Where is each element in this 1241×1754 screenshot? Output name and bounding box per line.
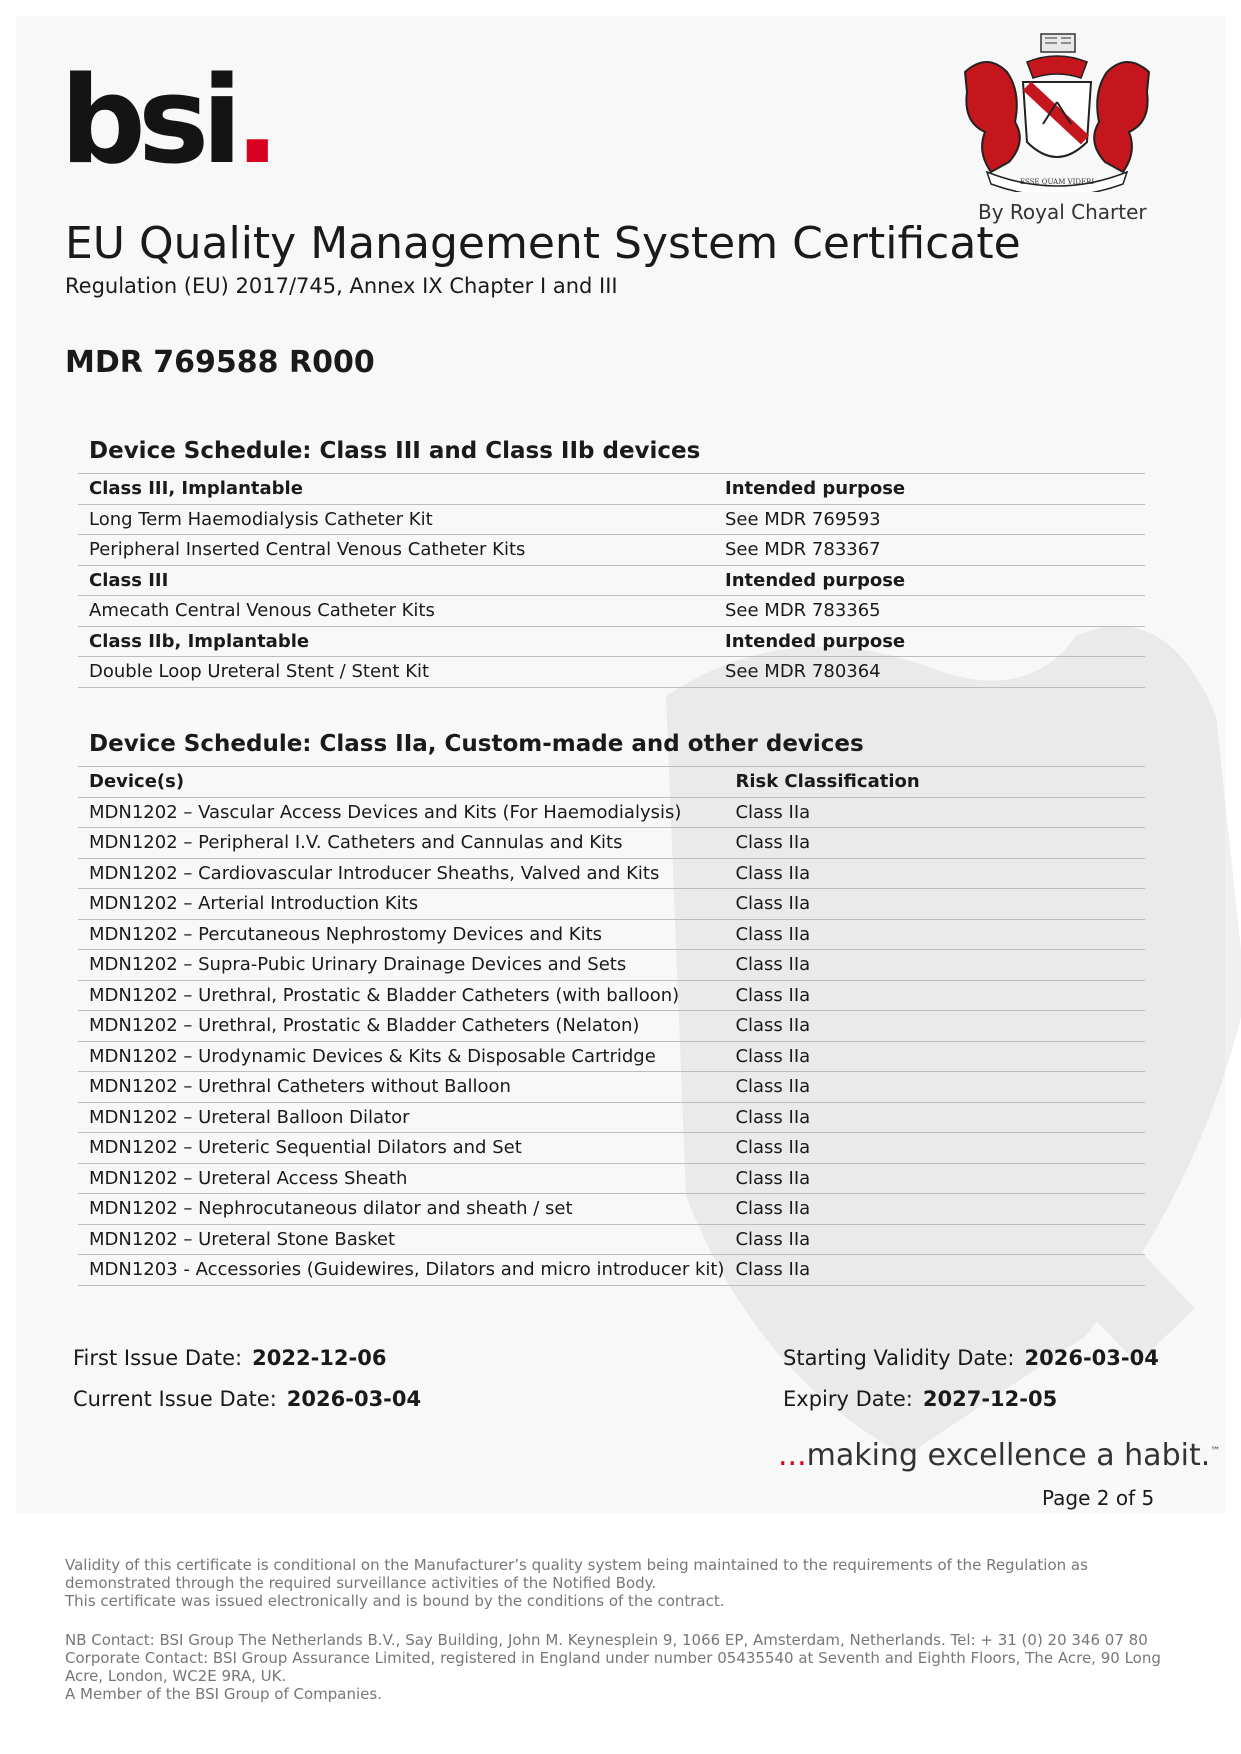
classification-cell: Class IIa — [724, 858, 1145, 889]
column-heading-cell: Risk Classification — [724, 767, 1145, 798]
table-row — [78, 1072, 1145, 1103]
column-heading-cell: Intended purpose — [714, 474, 1145, 505]
class-heading-cell: Class III — [78, 565, 714, 596]
device-name-cell: MDN1202 – Nephrocutaneous dilator and sheath / set — [78, 1194, 724, 1225]
starting-validity-label: Starting Validity Date: — [783, 1346, 1015, 1370]
first-issue-date — [73, 1346, 386, 1370]
device-name-cell: MDN1202 – Arterial Introduction Kits — [78, 889, 724, 920]
device-name-cell: MDN1202 – Ureteral Access Sheath — [78, 1163, 724, 1194]
table-row — [78, 1163, 1145, 1194]
validity-text-2: This certificate was issued electronically and is bound by the conditions of the contract. — [65, 1592, 725, 1610]
class-heading-cell: Class III, Implantable — [78, 474, 714, 505]
table-row — [78, 889, 1145, 920]
classification-cell: Class IIa — [724, 1224, 1145, 1255]
first-issue-value: 2022-12-06 — [252, 1346, 387, 1370]
class-heading-cell: Device(s) — [78, 767, 724, 798]
classification-cell: See MDR 783365 — [714, 596, 1145, 627]
current-issue-value: 2026-03-04 — [286, 1387, 422, 1411]
page-number: Page 2 of 5 — [1042, 1486, 1155, 1510]
classification-cell: Class IIa — [724, 889, 1145, 920]
expiry-label: Expiry Date: — [783, 1387, 913, 1411]
classification-cell: Class IIa — [724, 980, 1145, 1011]
table-row — [78, 535, 1145, 566]
table-row — [78, 858, 1145, 889]
device-name-cell: Amecath Central Venous Catheter Kits — [78, 596, 714, 627]
logo-dot: . — [234, 52, 281, 191]
table-row — [78, 1133, 1145, 1164]
member-text: A Member of the BSI Group of Companies. — [65, 1685, 382, 1703]
classification-cell: Class IIa — [724, 950, 1145, 981]
device-name-cell: Double Loop Ureteral Stent / Stent Kit — [78, 657, 714, 688]
corporate-contact: Corporate Contact: BSI Group Assurance Limited, registered in England under number 05435540 at Seventh and Eighth Floors, The Acre, 90 Long Acre, London, WC2E 9RA, UK. — [65, 1649, 1161, 1685]
column-heading-cell: Intended purpose — [714, 626, 1145, 657]
regulation-subtitle: Regulation (EU) 2017/745, Annex IX Chapter I and III — [65, 274, 618, 298]
page-title: EU Quality Management System Certificate — [65, 218, 1021, 269]
device-name-cell: MDN1202 – Supra-Pubic Urinary Drainage Devices and Sets — [78, 950, 724, 981]
classification-cell: Class IIa — [724, 797, 1145, 828]
table-row — [78, 980, 1145, 1011]
first-issue-label: First Issue Date: — [73, 1346, 243, 1370]
table-header-row — [78, 767, 1145, 798]
tagline — [778, 1438, 1220, 1473]
table-row — [78, 828, 1145, 859]
table-row — [78, 504, 1145, 535]
classification-cell: Class IIa — [724, 1255, 1145, 1286]
classification-cell: See MDR 769593 — [714, 504, 1145, 535]
classification-cell: Class IIa — [724, 1133, 1145, 1164]
validity-text-1: Validity of this certificate is conditional on the Manufacturer’s quality system being maintained to the requirements of the Regulation as demonstrated through the required surveillance activities of the Notified Body. — [65, 1556, 1088, 1592]
table-row — [78, 919, 1145, 950]
device-name-cell: MDN1202 – Urodynamic Devices & Kits & Disposable Cartridge — [78, 1041, 724, 1072]
certificate-number: MDR 769588 R000 — [65, 345, 375, 380]
expiry-value: 2027-12-05 — [922, 1387, 1058, 1411]
device-name-cell: MDN1202 – Cardiovascular Introducer Sheaths, Valved and Kits — [78, 858, 724, 889]
tagline-text: making excellence a habit. — [806, 1438, 1211, 1473]
bsi-logo: bsi. — [60, 52, 281, 191]
classification-cell: Class IIa — [724, 1102, 1145, 1133]
table-row — [78, 657, 1145, 688]
device-name-cell: MDN1202 – Ureteral Balloon Dilator — [78, 1102, 724, 1133]
device-name-cell: MDN1202 – Urethral Catheters without Balloon — [78, 1072, 724, 1103]
classification-cell: Class IIa — [724, 1163, 1145, 1194]
device-name-cell: MDN1202 – Percutaneous Nephrostomy Devices and Kits — [78, 919, 724, 950]
trademark-mark: ™ — [1210, 1446, 1221, 1457]
device-name-cell: MDN1202 – Urethral, Prostatic & Bladder Catheters (Nelaton) — [78, 1011, 724, 1042]
nb-contact: NB Contact: BSI Group The Netherlands B.V., Say Building, John M. Keynesplein 9, 1066 EP, Amsterdam, Netherlands. Tel: + 31 (0) 20 346 07 80 — [65, 1631, 1148, 1649]
schedule-2-title: Device Schedule: Class IIa, Custom-made and other devices — [89, 731, 864, 757]
classification-cell: See MDR 780364 — [714, 657, 1145, 688]
table-row — [78, 950, 1145, 981]
table-row — [78, 1194, 1145, 1225]
schedule-2-table — [78, 766, 1145, 1286]
royal-charter-label: By Royal Charter — [978, 200, 1147, 224]
current-issue-label: Current Issue Date: — [73, 1387, 277, 1411]
table-header-row — [78, 626, 1145, 657]
classification-cell: Class IIa — [724, 919, 1145, 950]
device-name-cell: MDN1202 – Ureteral Stone Basket — [78, 1224, 724, 1255]
starting-validity-value: 2026-03-04 — [1024, 1346, 1159, 1370]
table-header-row — [78, 565, 1145, 596]
class-heading-cell: Class IIb, Implantable — [78, 626, 714, 657]
schedule-1-table — [78, 473, 1145, 688]
device-name-cell: MDN1203 - Accessories (Guidewires, Dilators and micro introducer kit) — [78, 1255, 724, 1286]
expiry-date — [783, 1387, 1057, 1411]
table-row — [78, 797, 1145, 828]
schedule-1-title: Device Schedule: Class III and Class IIb devices — [89, 438, 701, 464]
device-name-cell: Peripheral Inserted Central Venous Catheter Kits — [78, 535, 714, 566]
table-row — [78, 1011, 1145, 1042]
tagline-dots: ... — [778, 1438, 807, 1473]
classification-cell: Class IIa — [724, 828, 1145, 859]
device-name-cell: MDN1202 – Ureteric Sequential Dilators and Set — [78, 1133, 724, 1164]
classification-cell: Class IIa — [724, 1194, 1145, 1225]
royal-crest-logo — [957, 32, 1157, 192]
column-heading-cell: Intended purpose — [714, 565, 1145, 596]
device-name-cell: Long Term Haemodialysis Catheter Kit — [78, 504, 714, 535]
device-name-cell: MDN1202 – Vascular Access Devices and Kits (For Haemodialysis) — [78, 797, 724, 828]
starting-validity-date — [783, 1346, 1159, 1370]
classification-cell: See MDR 783367 — [714, 535, 1145, 566]
table-row — [78, 1102, 1145, 1133]
table-header-row — [78, 474, 1145, 505]
table-row — [78, 1224, 1145, 1255]
classification-cell: Class IIa — [724, 1041, 1145, 1072]
validity-note — [65, 1556, 1175, 1610]
device-name-cell: MDN1202 – Urethral, Prostatic & Bladder Catheters (with balloon) — [78, 980, 724, 1011]
device-name-cell: MDN1202 – Peripheral I.V. Catheters and Cannulas and Kits — [78, 828, 724, 859]
classification-cell: Class IIa — [724, 1072, 1145, 1103]
table-row — [78, 1041, 1145, 1072]
table-row — [78, 596, 1145, 627]
table-row — [78, 1255, 1145, 1286]
contact-info — [65, 1631, 1175, 1703]
crest-motto: ESSE QUAM VIDERI — [1019, 178, 1095, 186]
current-issue-date — [73, 1387, 421, 1411]
classification-cell: Class IIa — [724, 1011, 1145, 1042]
